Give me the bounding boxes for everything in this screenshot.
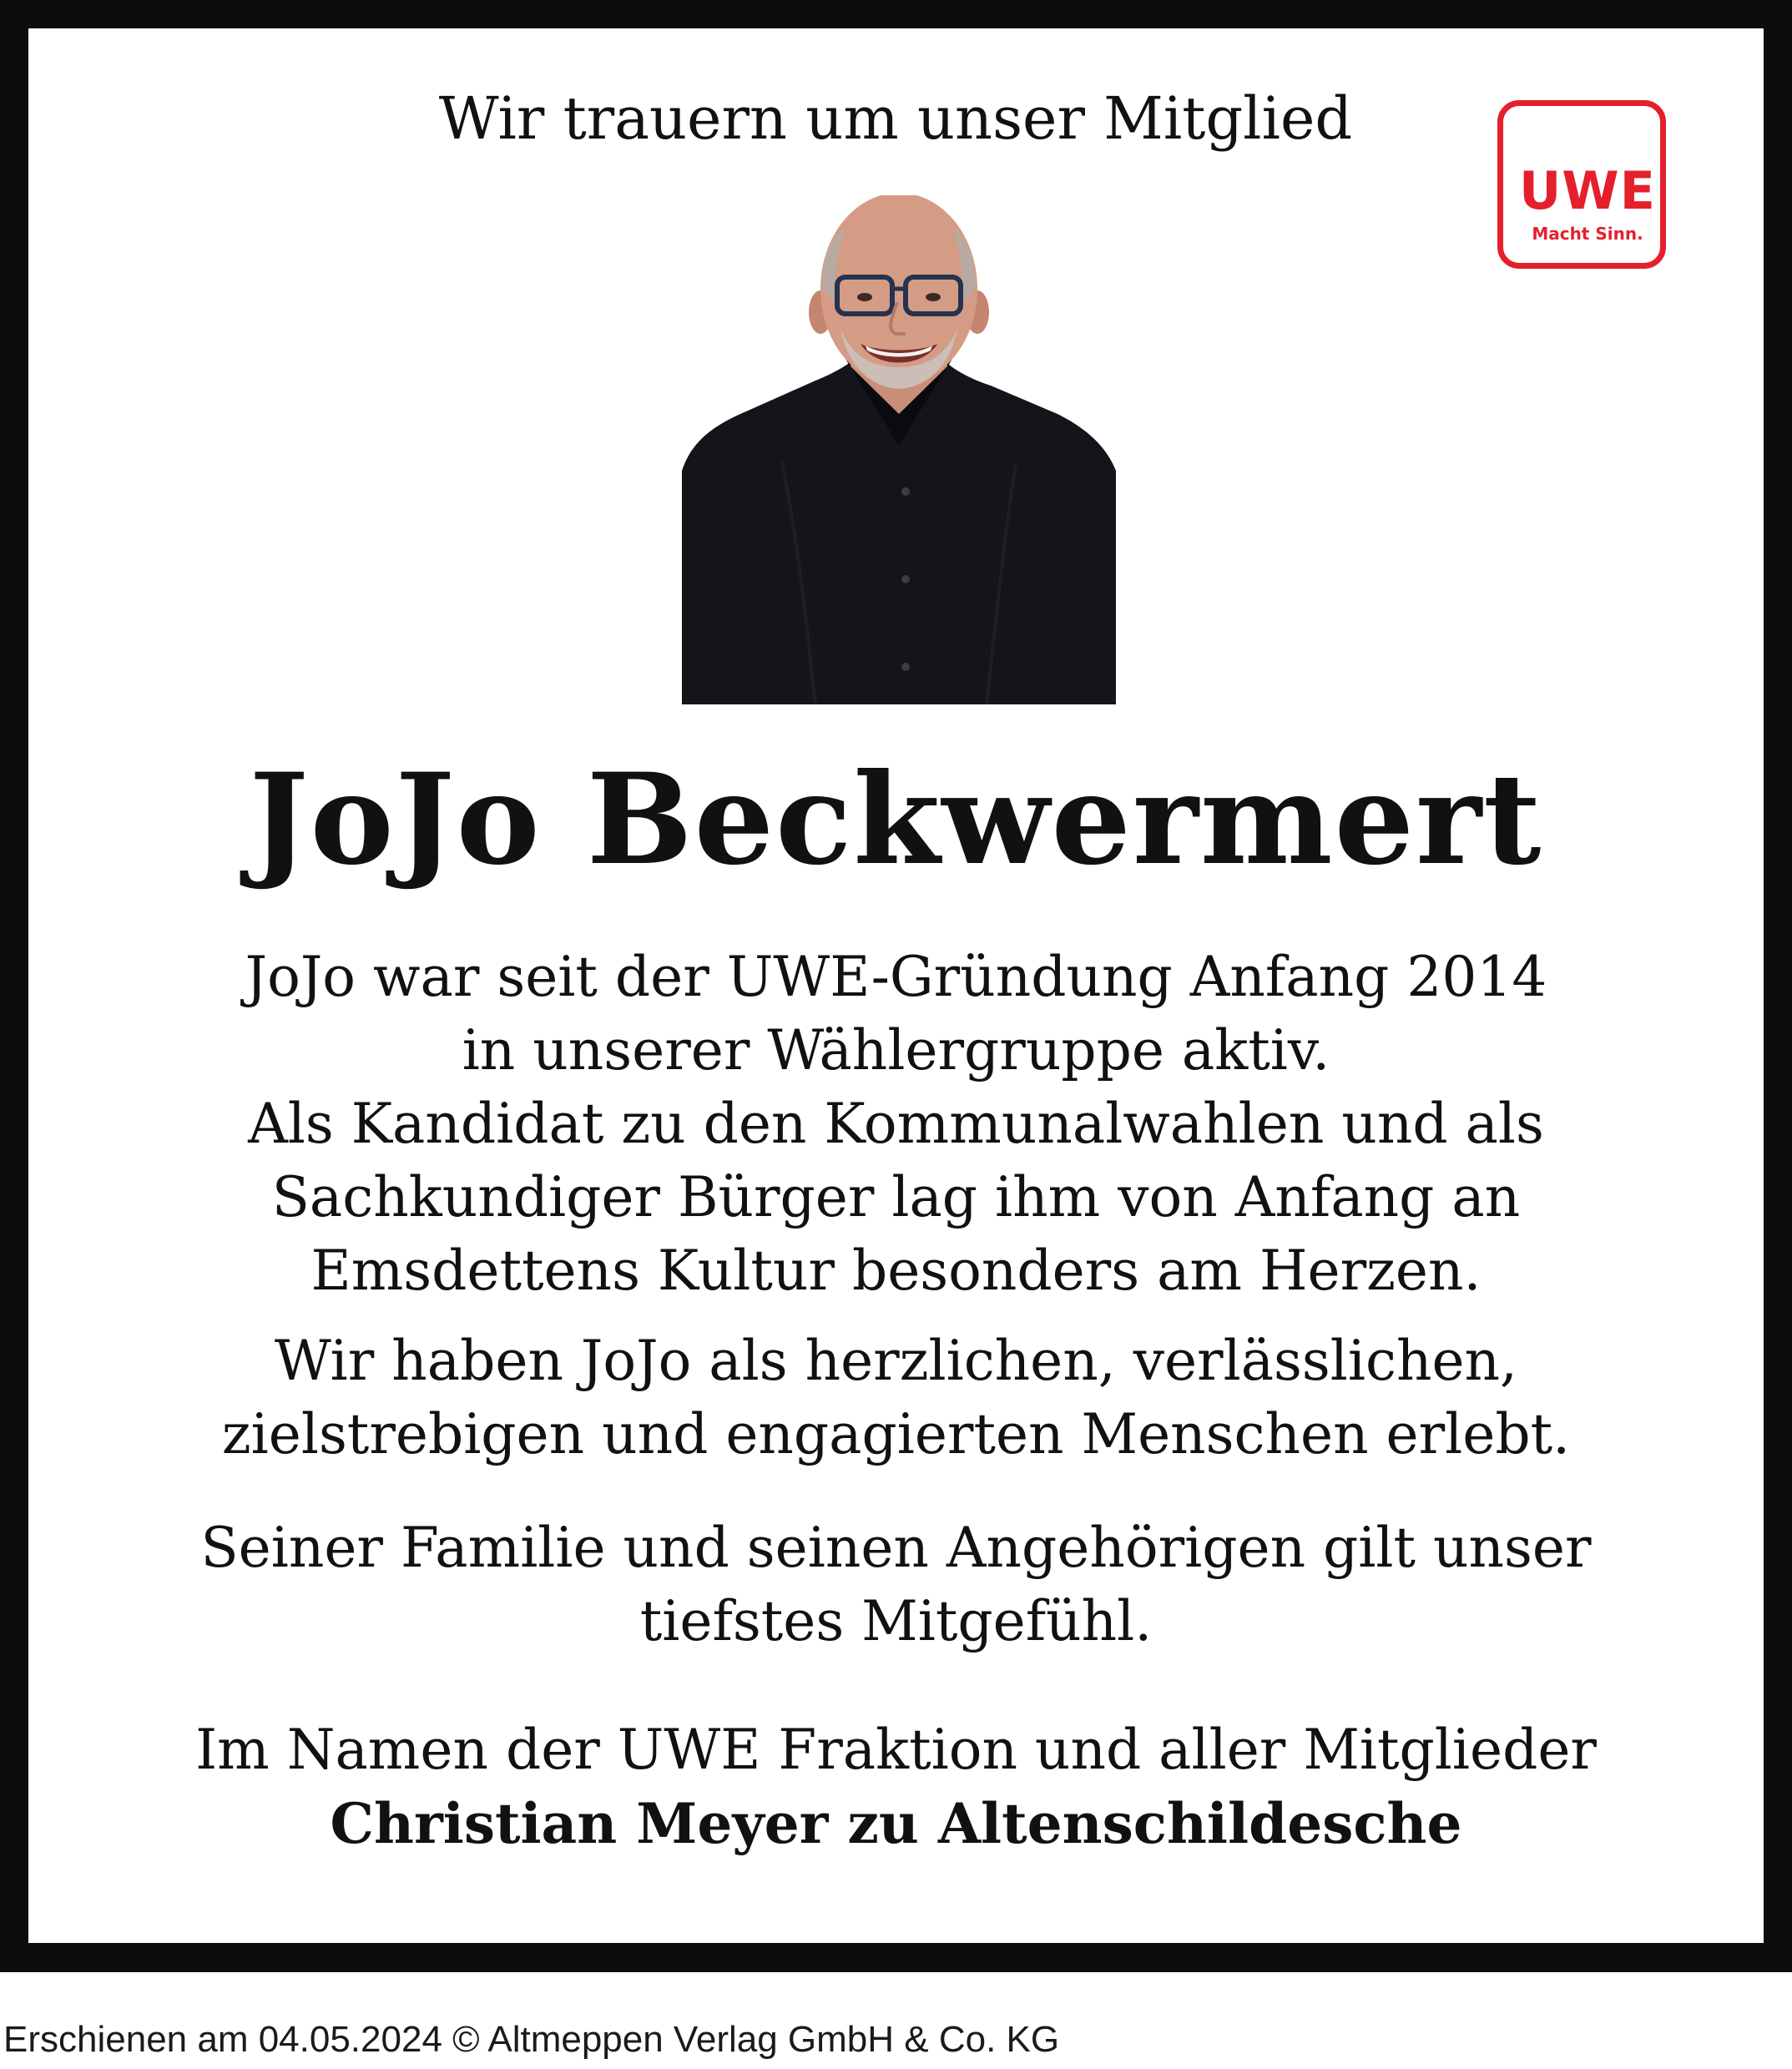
paragraph-character: [28, 1325, 1764, 1471]
portrait-icon: [682, 195, 1116, 704]
deceased-name: JoJo Beckwermert: [249, 746, 1543, 893]
text-line: Seiner Familie und seinen Angehörigen gilt unser: [200, 1516, 1592, 1580]
text-line: Sachkundiger Bürger lag ihm von Anfang an: [271, 1165, 1521, 1229]
text-line: tiefstes Mitgefühl.: [639, 1589, 1153, 1653]
text-line: Emsdettens Kultur besonders am Herzen.: [310, 1239, 1482, 1303]
text-line: JoJo war seit der UWE-Gründung Anfang 2014: [245, 945, 1547, 1009]
closing-line: Im Namen der UWE Fraktion und aller Mitglieder: [195, 1718, 1597, 1782]
intro-text: Wir trauern um unser Mitglied: [438, 84, 1353, 153]
paragraph-condolence: [28, 1511, 1764, 1658]
notice-card: [28, 28, 1764, 1943]
text-line: Als Kandidat zu den Kommunalwahlen und als: [248, 1092, 1544, 1156]
logo-tagline: Macht Sinn.: [1532, 224, 1643, 244]
logo-word: UWE: [1518, 160, 1657, 221]
signer-name: Christian Meyer zu Altenschildesche: [330, 1791, 1462, 1856]
publication-footer: Erschienen am 04.05.2024 © Altmeppen Verlag GmbH & Co. KG: [3, 2019, 1060, 2060]
text-line: in unserer Wählergruppe aktiv.: [462, 1018, 1330, 1082]
uwe-logo: [1486, 88, 1689, 285]
text-line: Wir haben JoJo als herzlichen, verlässlichen,: [274, 1329, 1518, 1393]
signature-block: [28, 1713, 1764, 1860]
text-line: zielstrebigen und engagierten Menschen erlebt.: [221, 1402, 1571, 1466]
paragraph-membership: [28, 941, 1764, 1308]
portrait-photo: [682, 195, 1116, 704]
